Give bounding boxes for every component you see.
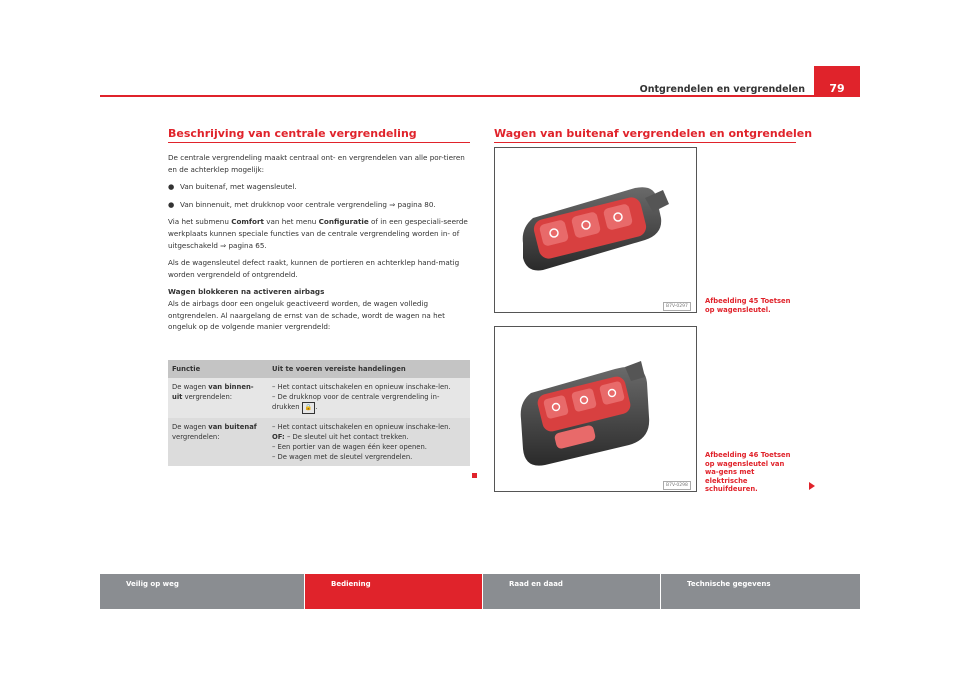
intro-paragraph: De centrale vergrendeling maakt centraal ont- en vergrendelen van alle por-tieren en de achterklep mogelijk:: [168, 153, 465, 174]
action-line: – De wagen met de sleutel vergrendelen.: [272, 453, 413, 461]
bullet-item: [168, 181, 470, 193]
action-line: – De drukknop voor de centrale vergrendeling in-drukken 🔒 .: [272, 392, 466, 414]
text-run: of in een gespeciali-seerde werkplaats kunnen speciale functies van de centrale vergrendeling worden in- of uitgeschakeld ⇒ pagina 65.: [168, 217, 468, 250]
text-run: De wagen: [172, 383, 209, 391]
action-line: [272, 432, 466, 442]
table-cell-actions: [268, 418, 470, 466]
subheading-text: Wagen blokkeren na activeren airbags: [168, 287, 325, 297]
section-heading-right: Wagen van buitenaf vergrendelen en ontgrendelen: [494, 127, 813, 140]
continue-arrow-icon: [809, 482, 815, 490]
footer-tab-raad[interactable]: Raad en daad: [483, 574, 660, 609]
table-cell-function: [168, 378, 268, 418]
footer-tab-veilig[interactable]: Veilig op weg: [100, 574, 304, 609]
bullet-item: [168, 199, 470, 211]
table-header-cell: Functie: [168, 360, 268, 378]
text-run: vergrendelen:: [182, 393, 233, 401]
text-run: Via het submenu: [168, 217, 232, 227]
text-run: – De drukknop voor de centrale vergrendeling in-drukken: [272, 393, 440, 411]
table-row: [168, 378, 470, 418]
bullet-text: Van buitenaf, met wagensleutel.: [180, 182, 297, 192]
section-rule-right: [494, 142, 796, 143]
footer-tab-technisch[interactable]: Technische gegevens: [661, 574, 860, 609]
defect-paragraph: Als de wagensleutel defect raakt, kunnen de portieren en achterklep hand-matig worden vergrendeld of ontgrendeld.: [168, 258, 460, 279]
figure-code: B7V-0297: [663, 302, 691, 311]
table-cell-actions: [268, 378, 470, 418]
text-run: vergrendelen:: [172, 433, 220, 441]
header-rule: [100, 95, 860, 97]
text-bold: van buitenaf: [208, 423, 257, 431]
menu-comfort: Comfort: [231, 217, 264, 227]
chapter-title: Ontgrendelen en vergrendelen: [639, 84, 805, 95]
figure-code: B7V-0298: [663, 481, 691, 490]
figure-46-caption: Afbeelding 46 Toetsen op wagensleutel van wa-gens met elektrische schuifdeuren.: [705, 451, 791, 494]
airbag-paragraph: Als de airbags door een ongeluk geactiveerd worden, de wagen volledig ontgrendelen. Al naargelang de ernst van de schade, wordt de wagen na het ongeluk op de volgende manier vergrendeld:: [168, 298, 445, 332]
bullet-text: Van binnenuit, met drukknop voor centrale vergrendeling ⇒ pagina 80.: [180, 199, 436, 209]
action-line: – Een portier van de wagen één keer openen.: [272, 443, 427, 451]
text-run: van het menu: [263, 217, 319, 227]
text-run: De wagen: [172, 423, 209, 431]
figure-45: [494, 147, 697, 313]
of-label: OF:: [272, 433, 285, 441]
text-bold: van binnen-uit: [172, 383, 254, 401]
table-cell-function: [168, 418, 268, 466]
table-header-cell: Uit te voeren vereiste handelingen: [268, 360, 470, 378]
section-rule-left: [168, 142, 470, 143]
lock-table: [168, 360, 470, 466]
bullet-dot: ●: [168, 199, 175, 209]
footer-tab-bediening[interactable]: Bediening: [305, 574, 482, 609]
table-header-row: [168, 360, 470, 378]
car-key-sliding-doors-illustration: [495, 327, 696, 491]
left-body: [168, 152, 470, 339]
submenu-paragraph: [168, 216, 470, 251]
figure-45-caption: Afbeelding 45 Toetsen op wagensleutel.: [705, 297, 791, 314]
bullet-dot: ●: [168, 182, 175, 192]
car-key-illustration: [495, 148, 696, 312]
action-line: – Het contact uitschakelen en opnieuw inschake-len.: [272, 383, 451, 391]
action-line: – Het contact uitschakelen en opnieuw inschake-len.: [272, 423, 451, 431]
section-end-mark: [472, 473, 477, 478]
table-row: [168, 418, 470, 466]
menu-configuratie: Configuratie: [318, 217, 369, 227]
lock-key-icon: 🔒: [302, 402, 315, 414]
airbag-subheading: [168, 286, 470, 298]
text-run: – De sleutel uit het contact trekken.: [286, 433, 409, 441]
page-number: 79: [814, 66, 860, 97]
section-heading-left: Beschrijving van centrale vergrendeling: [168, 127, 417, 140]
figure-46: [494, 326, 697, 492]
